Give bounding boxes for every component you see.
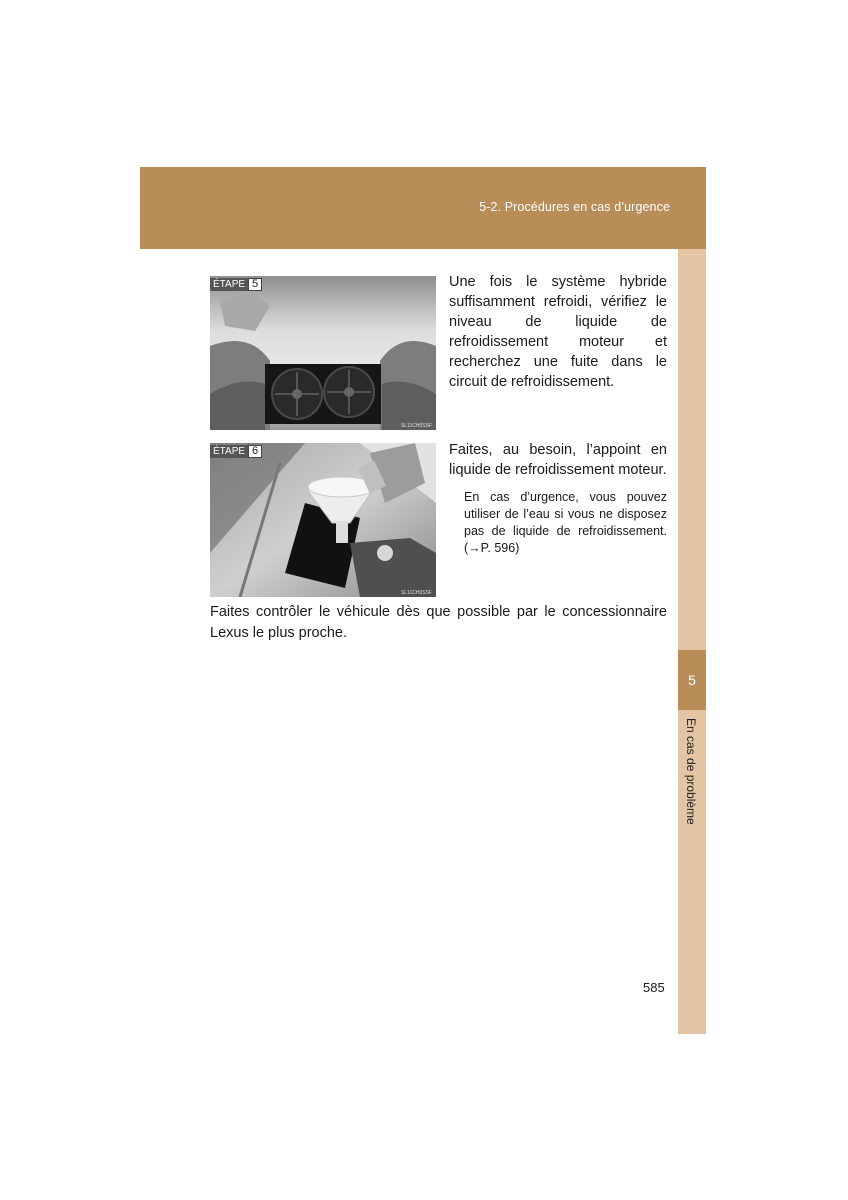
step-6-note: En cas d’urgence, vous pouvez utiliser de l’eau si vous ne disposez pas de liquide de refroidissement. (→P. 596) <box>464 490 667 555</box>
step-6-text: Faites, au besoin, l’appoint en liquide de refroidissement moteur. <box>449 442 667 478</box>
step-5-text: Une fois le système hybride suffisamment refroidi, vérifiez le niveau de liquide de refroidissement moteur et recherchez une fuite dans le circuit de refroidissement. <box>449 274 667 390</box>
step-badge-number: 6 <box>248 445 262 458</box>
section-title: 5-2. Procédures en cas d’urgence <box>479 200 670 214</box>
section-header-bar <box>140 167 706 249</box>
step-badge-word: ÉTAPE <box>210 278 248 291</box>
closing-paragraph: Faites contrôler le véhicule dès que possible par le concessionnaire Lexus le plus proche. <box>210 604 667 641</box>
chapter-name: En cas de problème <box>684 718 698 825</box>
chapter-side-strip <box>678 249 706 1034</box>
step-6-image <box>210 443 436 597</box>
step-badge-number: 5 <box>248 278 262 291</box>
step-5-badge <box>210 278 262 291</box>
image-code: SL11CH0SSF <box>400 423 432 429</box>
radiator-fans-illustration <box>210 276 436 430</box>
image-code: SL11CH0SSF <box>400 590 432 596</box>
step-6-badge <box>210 445 262 458</box>
step-badge-word: ÉTAPE <box>210 445 248 458</box>
step-5-image <box>210 276 436 430</box>
coolant-refill-illustration <box>210 443 436 597</box>
page-number: 585 <box>643 980 665 995</box>
chapter-number-tab[interactable]: 5 <box>678 650 706 710</box>
